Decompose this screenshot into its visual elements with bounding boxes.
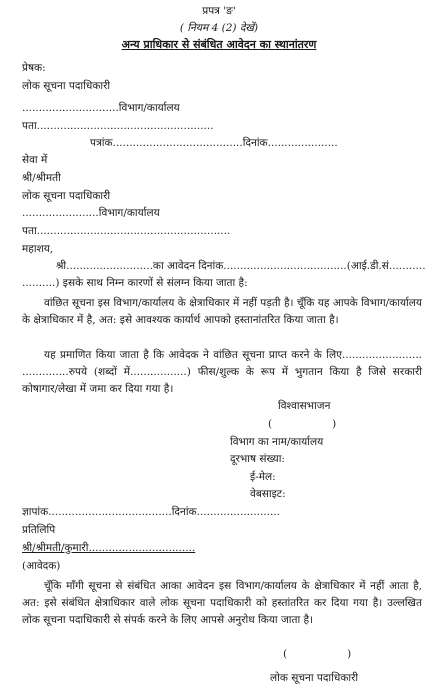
sender-officer: लोक सूचना पदाधिकारी bbox=[22, 80, 111, 92]
sender-address-field: पता..................................................... bbox=[22, 120, 214, 132]
letter-number-date-field: पत्रांक.......................................दिनांक..................... bbox=[90, 137, 338, 149]
copy-recipient-field: श्री/श्रीमती/कुमारी................................ bbox=[22, 542, 196, 554]
document-title: अन्य प्राधिकार से संबंधित आवेदन का स्थानांतरण bbox=[121, 38, 317, 51]
department-name-label: विभाग का नाम/कार्यालय bbox=[230, 436, 324, 448]
applicant-label: (आवेदक) bbox=[22, 560, 61, 572]
receiver-department-field: .......................विभाग/कार्यालय bbox=[22, 207, 160, 219]
enclosed-reasons-line: ..........) इसके साथ निम्न कारणों से संलग्न किया जाता है: bbox=[22, 277, 248, 289]
signatory-title: लोक सूचना पदाधिकारी bbox=[270, 672, 359, 684]
receiver-title: श्री/श्रीमती bbox=[22, 172, 61, 184]
receiver-label: सेवा में bbox=[22, 154, 48, 166]
receiver-officer: लोक सूचना पदाधिकारी bbox=[22, 190, 111, 202]
paragraph-jurisdiction: वांछित सूचना इस विभाग/कार्यालय के क्षेत्राधिकार में नहीं पड़ती है। चूँकि यह आपके विभाग/कार्यालय के क्षेत्राधिकार में है, अत: इसे आवश्यक कार्यार्थ आपको हस्तानांतरित किया जाता है। bbox=[22, 297, 422, 326]
phone-label: दूरभाष संख्या: bbox=[230, 453, 285, 465]
sender-department-field: .............................विभाग/कार्यालय bbox=[22, 102, 180, 114]
paragraph-fee-certification: यह प्रमाणित किया जाता है कि आवेदक ने वांछित सूचना प्राप्त करने के लिए........................ ..............रुपये (शब्दों में.................) फीस/शुल्क के रूप में भुगतान किया है जिसे सरकारी कोषागार/लेखा में जमा कर दिया गया है। bbox=[22, 349, 422, 395]
website-label: वेबसाइट: bbox=[250, 488, 286, 500]
receiver-address-field: पता.......................................................... bbox=[22, 225, 231, 237]
signatory-name-blank: ( ) bbox=[268, 418, 337, 430]
form-label: प्रपत्र 'ङ' bbox=[202, 5, 236, 17]
paragraph-transfer-notice: चूँकि माँगी सूचना से संबंधित आका आवेदन इस विभाग/कार्यालय के क्षेत्राधिकार में नहीं आता है, अत: इसे संबंधित क्षेत्राधिकार वाले लोक सूचना पदाधिकारी को हस्तांतरित कर दिया गया है। उल्लखित लोक सूचना पदाधिकारी से संपर्क करने के लिए आपसे अनुरोध किया जाता है। bbox=[22, 580, 422, 626]
memo-number-date-field: ज्ञापांक.....................................दिनांक......................... bbox=[22, 506, 281, 518]
closing-faithfully: विश्वासभाजन bbox=[278, 400, 331, 412]
sender-label: प्रेषक: bbox=[22, 62, 46, 74]
application-line: श्री..........................का आवेदन दिनांक.....................................(आई.डी.सं........... bbox=[56, 260, 426, 272]
copy-label: प्रतिलिपि bbox=[22, 524, 56, 536]
rule-reference: ( नियम 4 (2) देखें) bbox=[179, 22, 259, 34]
signatory-name-blank-2: ( ) bbox=[283, 648, 352, 660]
email-label: ई-मेल: bbox=[250, 471, 276, 483]
salutation: महाशय, bbox=[22, 243, 54, 255]
